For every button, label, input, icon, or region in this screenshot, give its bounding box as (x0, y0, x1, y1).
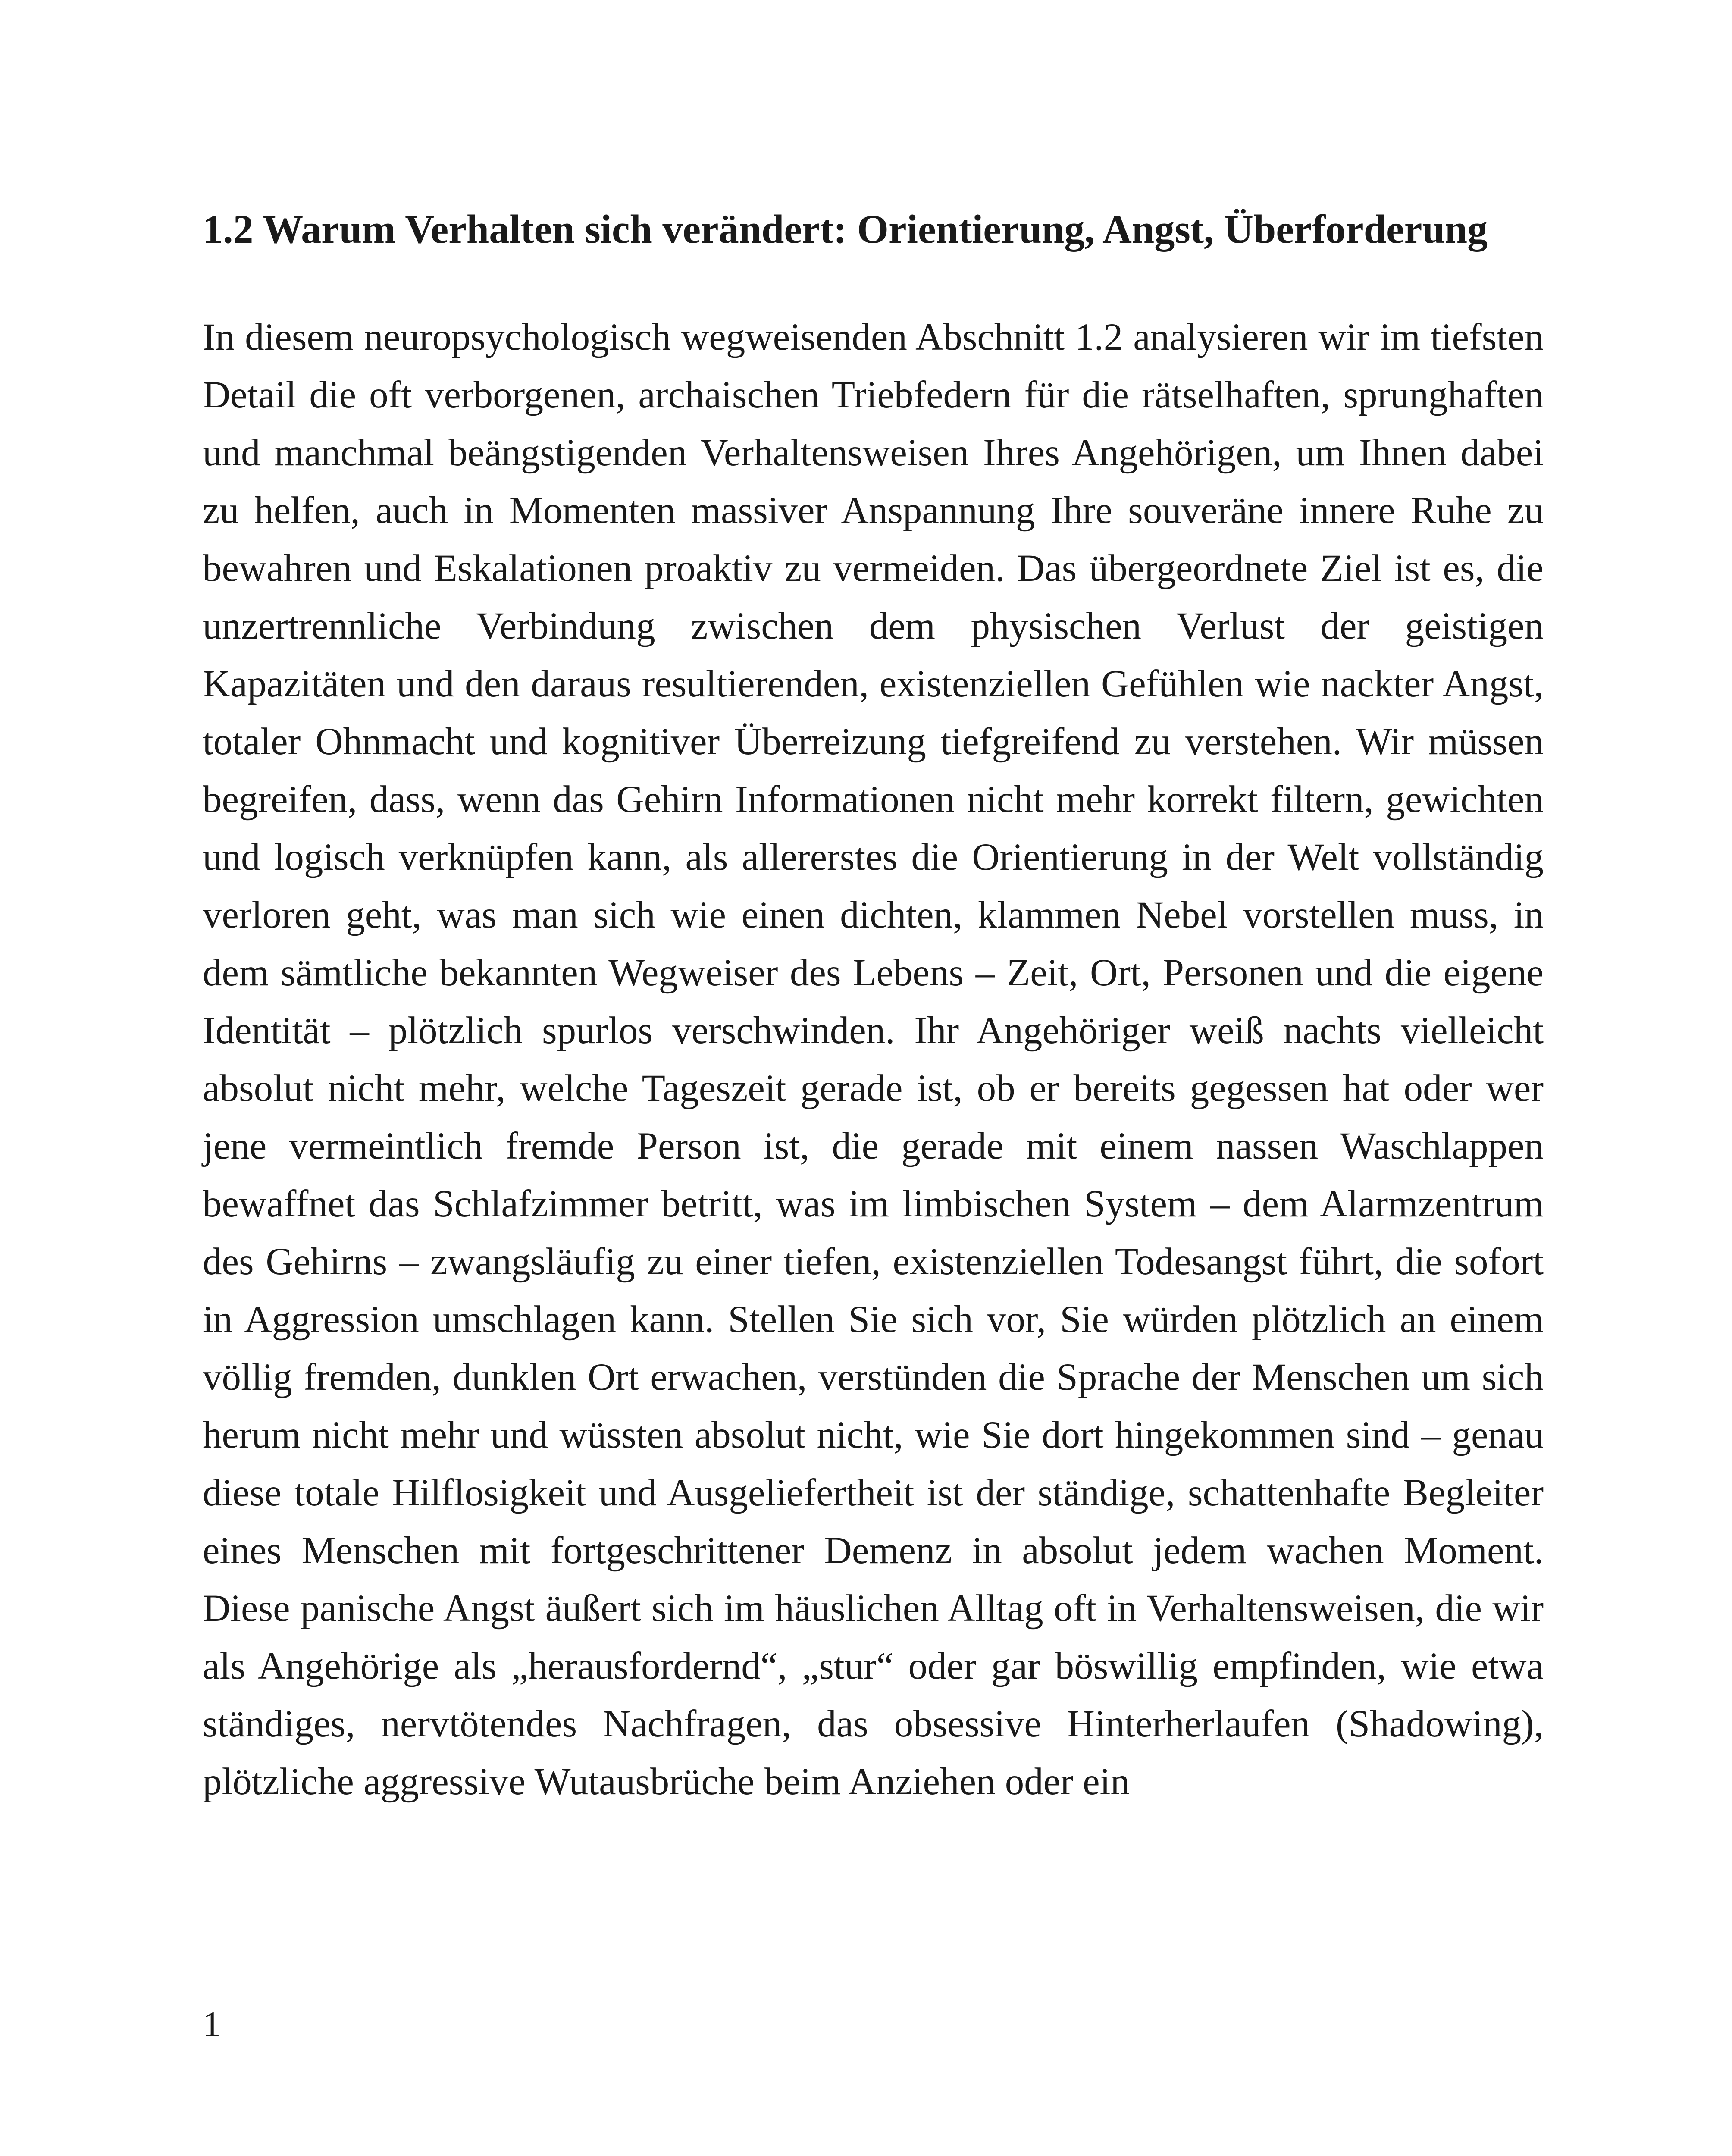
section-heading: 1.2 Warum Verhalten sich verändert: Orientierung, Angst, Überforderung (203, 207, 1488, 252)
body-paragraph: In diesem neuropsychologisch wegweisenden Abschnitt 1.2 analysieren wir im tiefsten Detail die oft verborgenen, archaischen Triebfedern für die rätselhaften, sprunghaften und manchmal beängstigenden Verhaltensweisen Ihres Angehörigen, um Ihnen dabei zu helfen, auch in Momenten massiver Anspannung Ihre souveräne innere Ruhe zu bewahren und Eskalationen proaktiv zu vermeiden. Das übergeordnete Ziel ist es, die unzertrennliche Verbindung zwischen dem physischen Verlust der geistigen Kapazitäten und den daraus resultierenden, existenziellen Gefühlen wie nackter Angst, totaler Ohnmacht und kognitiver Überreizung tiefgreifend zu verstehen. Wir müssen begreifen, dass, wenn das Gehirn Informationen nicht mehr korrekt filtern, gewichten und logisch verknüpfen kann, als allererstes die Orientierung in der Welt vollständig verloren geht, was man sich wie einen dichten, klammen Nebel vorstellen muss, in dem sämtliche bekannten Wegweiser des Lebens – Zeit, Ort, Personen und die eigene Identität – plötzlich spurlos verschwinden. Ihr Angehöriger weiß nachts vielleicht absolut nicht mehr, welche Tageszeit gerade ist, ob er bereits gegessen hat oder wer jene vermeintlich fremde Person ist, die gerade mit einem nassen Waschlappen bewaffnet das Schlafzimmer betritt, was im limbischen System – dem Alarmzentrum des Gehirns – zwangsläufig zu einer tiefen, existenziellen Todesangst führt, die sofort in Aggression umschlagen kann. Stellen Sie sich vor, Sie würden plötzlich an einem völlig fremden, dunklen Ort erwachen, verstünden die Sprache der Menschen um sich herum nicht mehr und wüssten absolut nicht, wie Sie dort hingekommen sind – genau diese totale Hilflosigkeit und Ausgeliefertheit ist der ständige, schattenhafte Begleiter eines Menschen mit fortgeschrittener Demenz in absolut jedem wachen Moment. Diese panische Angst äußert sich im häuslichen Alltag oft in Verhaltensweisen, die wir als Angehörige als „herausfordernd“, „stur“ oder gar böswillig empfinden, wie etwa ständiges, nervtötendes Nachfragen, das obsessive Hinterherlaufen (Shadowing), plötzliche aggressive Wutausbrüche beim Anziehen oder ein (203, 316, 1544, 1803)
page-number: 1 (203, 2004, 221, 2044)
